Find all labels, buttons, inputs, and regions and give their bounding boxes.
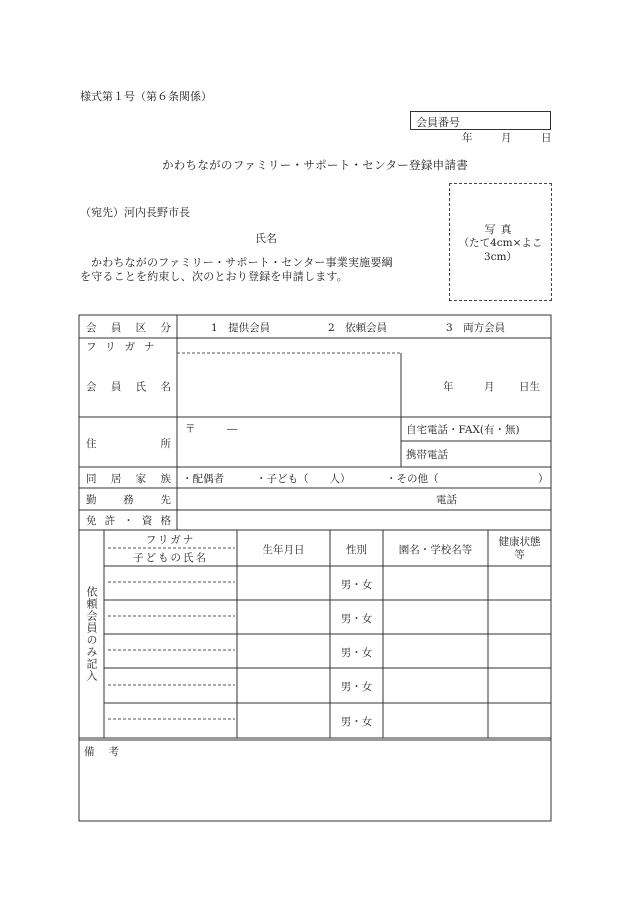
form-number: 様式第１号（第６条関係） — [80, 90, 212, 103]
remarks-label: 備考 — [84, 746, 133, 758]
photo-size-note-line1: （たて4cm×よこ — [458, 237, 543, 249]
member-type-label — [86, 320, 171, 335]
gender-option-row2[interactable]: 男・女 — [340, 613, 373, 625]
gender-option-row1[interactable]: 男・女 — [340, 579, 373, 591]
label-char: 会 — [86, 381, 97, 393]
option-requester-member[interactable]: 2 依頼会員 — [328, 322, 388, 334]
mobile-phone-label: 携帯電話 — [406, 449, 448, 461]
gender-header: 性別 — [346, 544, 367, 556]
label-char: ・ — [123, 515, 134, 527]
health-header-line1: 健康状態 — [498, 536, 541, 548]
label-char: 資 — [141, 515, 153, 527]
photo-title: 写真 — [484, 223, 517, 236]
family-other-option[interactable]: ・その他（ — [386, 473, 439, 485]
birth-year-label: 年 — [443, 381, 454, 393]
label-char: 住 — [86, 438, 97, 450]
child-furigana-header: フリガナ — [145, 534, 196, 546]
photo-size-note-line2: 3cm） — [483, 251, 518, 263]
birthdate-header: 生年月日 — [262, 544, 305, 556]
label-char: 区 — [135, 322, 147, 334]
label-char: 員 — [110, 322, 122, 334]
member-number-label: 会員番号 — [416, 116, 460, 129]
label-char: 免 — [86, 515, 97, 527]
gender-option-row5[interactable]: 男・女 — [340, 716, 373, 728]
member-name-label — [86, 379, 171, 394]
member-name-input[interactable] — [181, 356, 399, 414]
furigana-input[interactable] — [181, 339, 399, 352]
birth-month-label: 月 — [484, 381, 495, 393]
addressee: （宛先）河内長野市長 — [80, 206, 190, 219]
health-header-line2: 等 — [514, 549, 525, 561]
document-title: かわちながのファミリー・サポート・センター登録申請書 — [161, 158, 469, 172]
workplace-phone-label: 電話 — [436, 494, 457, 506]
applicant-name-label: 氏名 — [255, 232, 277, 245]
child-name-header: 子どもの氏名 — [133, 552, 208, 564]
label-char: 氏 — [135, 381, 147, 393]
family-other-close: ） — [538, 473, 549, 485]
label-char: 分 — [160, 322, 171, 334]
option-both-member[interactable]: 3 両方会員 — [446, 322, 506, 334]
label-char: 会 — [86, 322, 97, 334]
remarks-input[interactable] — [84, 760, 546, 818]
school-header: 園名・学校名等 — [398, 544, 473, 556]
gender-option-row3[interactable]: 男・女 — [340, 647, 373, 659]
date-year-label: 年 — [462, 132, 473, 144]
date-day-label: 日 — [541, 132, 552, 144]
label-char: 先 — [160, 494, 171, 506]
pledge-text-line1: かわちながのファミリー・サポート・センター事業実施要綱 — [91, 256, 393, 269]
label-char: 族 — [160, 473, 171, 485]
license-label — [86, 513, 171, 528]
requester-only-label: 依頼会員のみ記入 — [85, 586, 98, 682]
label-char: 許 — [104, 515, 116, 527]
label-char: 名 — [160, 381, 171, 393]
label-char: 居 — [110, 473, 122, 485]
date-month-label: 月 — [501, 132, 512, 144]
label-char: 員 — [110, 381, 122, 393]
postal-code-field[interactable]: 〒 ― — [185, 423, 238, 435]
family-children-option[interactable]: ・子ども（ 人） — [256, 473, 351, 485]
family-label — [86, 471, 171, 486]
furigana-label: フリガナ — [86, 341, 164, 353]
label-char: 同 — [86, 473, 97, 485]
label-char: 所 — [160, 438, 171, 450]
option-provider-member[interactable]: 1 提供会員 — [211, 322, 271, 334]
label-char: 格 — [160, 515, 171, 527]
workplace-label — [86, 492, 171, 507]
gender-option-row4[interactable]: 男・女 — [340, 681, 373, 693]
address-label — [86, 436, 171, 451]
home-phone-fax-label: 自宅電話・FAX(有・無) — [406, 424, 520, 436]
label-char: 勤 — [86, 494, 97, 506]
label-char: 務 — [123, 494, 134, 506]
family-spouse-option[interactable]: ・配偶者 — [182, 473, 224, 485]
pledge-text-line2: を守ることを約束し、次のとおり登録を申請します。 — [80, 270, 348, 283]
label-char: 家 — [135, 473, 147, 485]
birth-day-label: 日生 — [519, 381, 540, 393]
